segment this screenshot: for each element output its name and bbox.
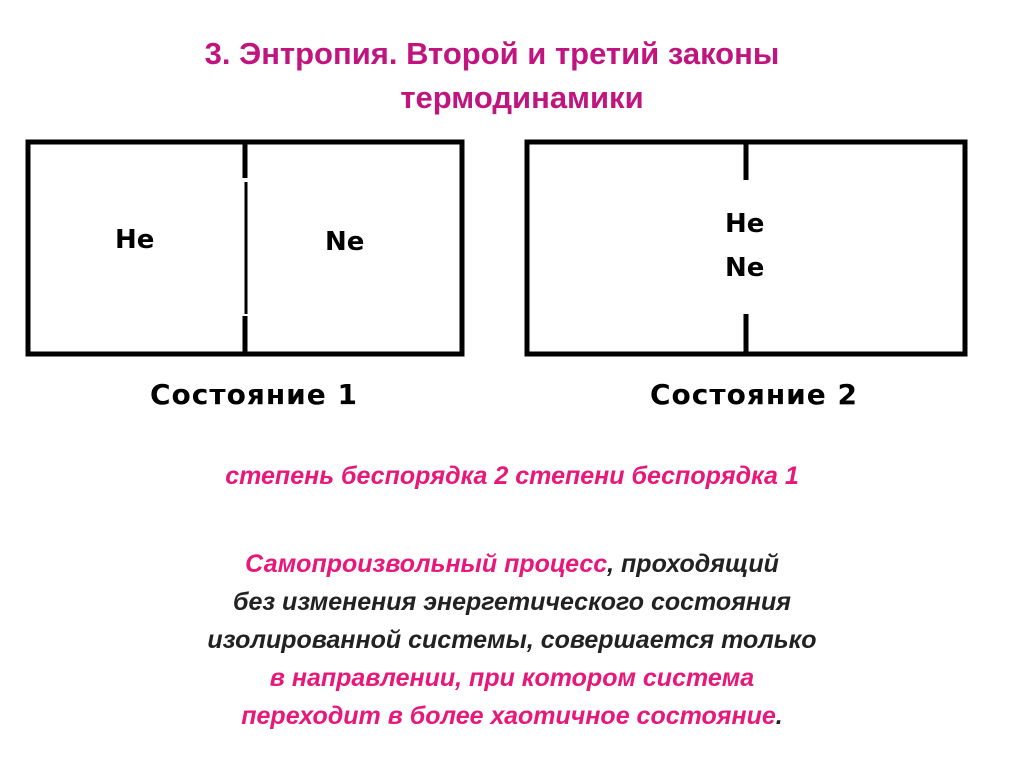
paragraph-line-1-rest: , проходящий bbox=[607, 550, 779, 578]
state1-caption: Состояние 1 bbox=[150, 378, 359, 411]
paragraph-line-1-pink: Самопроизвольный процесс bbox=[245, 550, 608, 578]
title-line-1: 3. Энтропия. Второй и третий законы bbox=[204, 36, 780, 71]
state1-left-gas-label: He bbox=[115, 225, 155, 255]
paragraph-line-1 bbox=[0, 545, 1024, 583]
spontaneous-process-paragraph bbox=[0, 545, 1024, 735]
comparison-left: степень беспорядка 2 bbox=[225, 462, 509, 490]
paragraph-line-5 bbox=[0, 697, 1024, 735]
state2-caption: Состояние 2 bbox=[650, 378, 859, 411]
paragraph-line-4: в направлении, при котором система bbox=[269, 664, 755, 692]
paragraph-line-3: изолированной системы, совершается только bbox=[207, 626, 817, 654]
comparison-right: степени беспорядка 1 bbox=[515, 462, 799, 490]
state1-right-gas-label: Ne bbox=[325, 227, 365, 257]
paragraph-line-5-pink: переходит в более хаотичное состояние bbox=[241, 702, 776, 730]
paragraph-line-5-end: . bbox=[775, 702, 783, 730]
title-line-2: термодинамики bbox=[400, 80, 644, 115]
paragraph-line-2: без изменения энергетического состояния bbox=[232, 588, 792, 616]
disorder-comparison bbox=[0, 462, 1024, 491]
state2-gas-top-label: He bbox=[725, 209, 765, 239]
state2-gas-bottom-label: Ne bbox=[725, 253, 765, 283]
